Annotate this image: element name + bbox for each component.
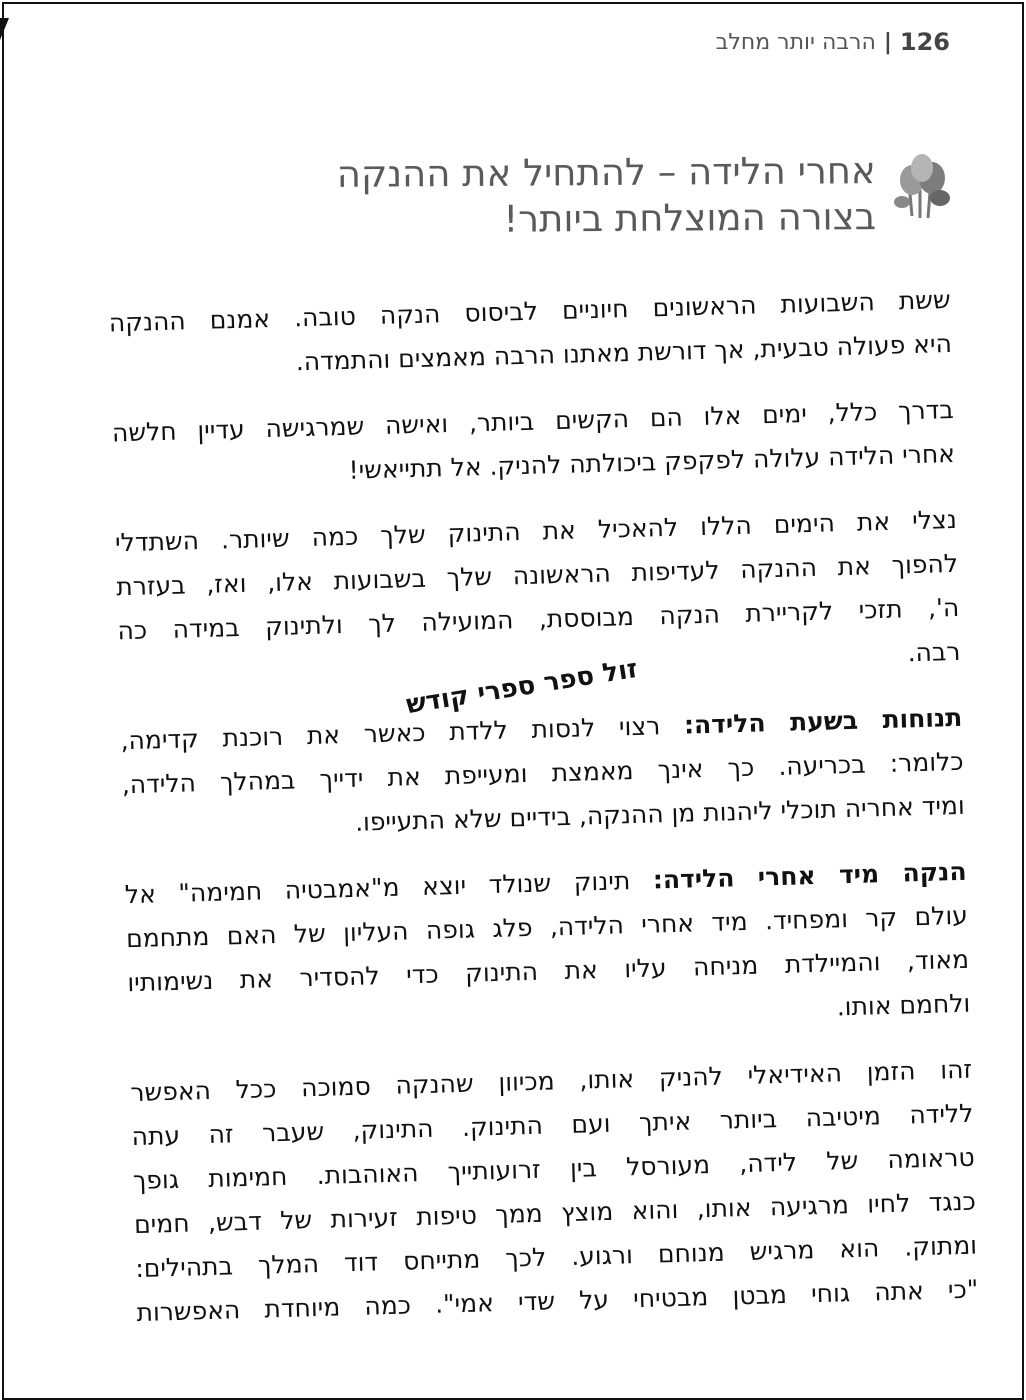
flower-icon <box>890 150 954 220</box>
text-line: טראומה של לידה, מעורסל בין זרועותייך האוהבות. חמימות גופך <box>132 1142 975 1196</box>
paragraph <box>130 1048 979 1335</box>
text-line: ולחמם אותו. <box>836 988 971 1022</box>
body-text <box>108 278 979 1357</box>
page-number: 126 <box>899 28 950 56</box>
running-title: הרבה יותר מחלב <box>715 29 876 55</box>
text-line: היא פעולה טבעית, אך דורשת מאתנו הרבה מאמצים והתמדה. <box>295 328 953 377</box>
header-separator: | <box>883 29 892 55</box>
paragraph <box>114 498 961 697</box>
run-in-heading: תנוחות בשעת הלידה: <box>683 702 963 740</box>
paragraph <box>120 696 965 851</box>
run-in-heading: הנקה מיד אחרי הלידה: <box>652 856 967 895</box>
text-line: ה', תזכי לקריירת הנקה מבוססת, המועילה לך ולתינוק במידה כה <box>117 592 960 646</box>
text-line: ומתוק. הוא מרגיש מנוחם ורגוע. לכך מתייחס דוד המלך בתהילים: <box>134 1230 978 1284</box>
watermark-stamp: זול ספר ספרי קודש <box>404 653 640 721</box>
text-line: נצלי את הימים הללו להאכיל את התינוק שלך כמה שיותר. השתדלי <box>114 504 958 558</box>
text-run: רצוי לנסות ללדת כאשר את רוכנת קדימה, <box>120 711 661 756</box>
running-header <box>716 28 950 56</box>
text-line: כלומר: בכריעה. כך אינך מאמצת ומעייפת את ידייך במהלך הלידה, <box>121 746 964 800</box>
title-line: בצורה המוצלחת ביותר! <box>503 195 877 241</box>
text-line: עולם קר ומפחיד. מיד אחרי הלידה, פלג גופה העליון של האם מתחמם <box>125 900 969 954</box>
text-line: להפוך את ההנקה לעדיפות הראשונה שלך בשבועות אלו, ואז, בעזרת <box>115 548 959 602</box>
text-line: מאוד, והמיילדת מניחה עליו את התינוק כדי להסדיר את נשימותיו <box>126 944 970 998</box>
scan-corner-mark <box>0 18 9 40</box>
text-line: זהו הזמן האידיאלי להניק אותו, מכיוון שהנקה סמוכה ככל האפשר <box>130 1054 973 1108</box>
text-line: כנגד לחיו מרגיעה אותו, והוא מוצץ ממך טיפות זעירות של דבש, חמים <box>133 1186 977 1240</box>
text-run: תינוק שנולד יוצא מ"אמבטיה חמימה" אל <box>124 866 631 910</box>
paragraph <box>124 850 971 1049</box>
text-line: רבה. <box>907 636 961 668</box>
text-line: בדרך כלל, ימים אלו הם הקשים ביותר, ואישה שמרגישה עדיין חלשה <box>111 394 955 448</box>
section-title <box>337 148 876 244</box>
section-title-block <box>337 150 954 242</box>
text-line: ללידה מיטיבה ביותר איתך ועם התינוק. התינוק, שעבר זה עתה <box>131 1098 974 1152</box>
text-line: ששת השבועות הראשונים חיוניים לביסוס הנקה טובה. אמנם ההנקה <box>108 284 952 338</box>
text-line: אחרי הלידה עלולה לפקפק ביכולתה להניק. אל תתייאשי! <box>348 438 956 485</box>
paragraph <box>111 388 955 499</box>
text-line: "כי אתה גוחי מבטן מבטיחי על שדי אמי". כמה מיוחדת האפשרות <box>136 1274 979 1328</box>
text-line: ומיד אחריה תוכלי ליהנות מן ההנקה, בידיים שלא התעייפו. <box>354 790 966 837</box>
title-line: אחרי הלידה – להתחיל את ההנקה <box>336 149 876 196</box>
